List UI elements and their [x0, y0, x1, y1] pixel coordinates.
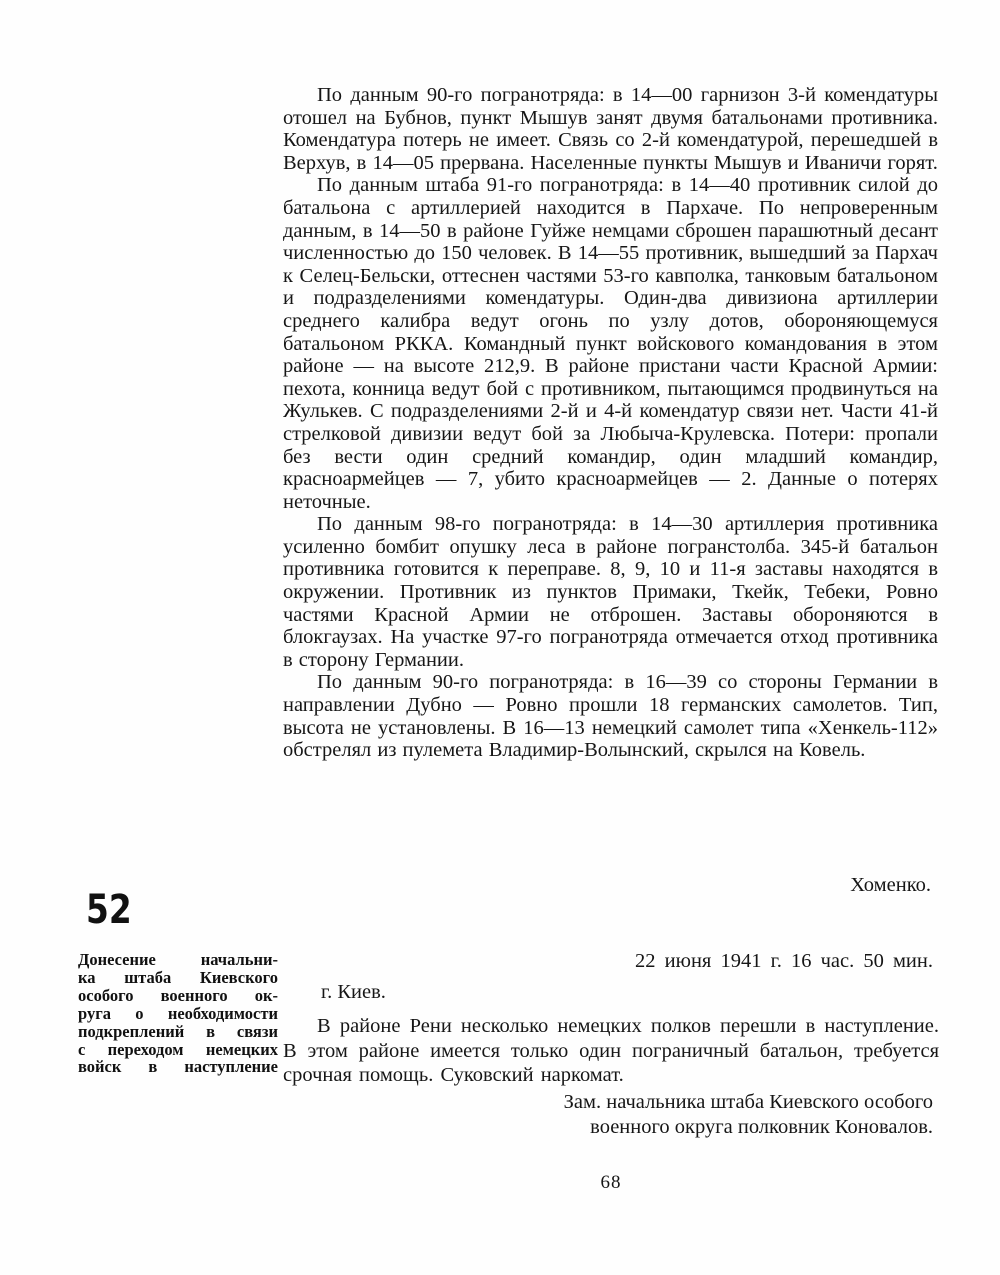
document-dateline: 22 июня 1941 г. 16 час. 50 мин.	[635, 950, 933, 972]
report-signature: Хоменко.	[850, 874, 931, 896]
sidebar-title-line: с переходом немецких	[78, 1039, 278, 1059]
document-signature-line-1: Зам. начальника штаба Киевского особого	[563, 1091, 933, 1113]
sidebar-title-line: ка штаба Киевского	[78, 967, 278, 987]
report-paragraph-1: По данным 90-го погранотряда: в 14—00 гарнизон 3-й комендатуры отошел на Бубнов, пункт Мышув занят двумя батальонами противника. Комендатура потерь не имеет. Связь со 2-й комендатурой, перешедшей в Верхув, в 14—05 прервана. Населенные пункты Мышув и Иваничи горят.	[283, 84, 938, 174]
page-number: 68	[600, 1172, 622, 1193]
sidebar-title-line: Донесение начальни-	[78, 950, 278, 969]
sidebar-title-line: войск в наступление	[78, 1057, 278, 1077]
document-signature-line-2: военного округа полковник Коновалов.	[590, 1116, 933, 1138]
report-paragraph-4: По данным 90-го погранотряда: в 16—39 со стороны Германии в направлении Дубно — Ровно прошли 18 германских самолетов. Тип, высота не установлены. В 16—13 немецкий самолет типа «Хенкель-112» обстрелял из пулемета Владимир-Волынский, скрылся на Ковель.	[283, 671, 938, 762]
sidebar-title-line: особого военного ок-	[78, 985, 278, 1005]
document-sidebar-title	[78, 951, 278, 1076]
document-signature	[283, 1090, 933, 1140]
document-body: В районе Рени несколько немецких полков перешли в наступление. В этом районе имеется только один пограничный батальон, требуется срочная помощь. Суковский наркомат.	[283, 1015, 939, 1087]
report-paragraph-3: По данным 98-го погранотряда: в 14—30 артиллерия противника усиленно бомбит опушку леса в районе погранстолба. 345-й батальон противника готовится к переправе. 8, 9, 10 и 11-я заставы находятся в окружении. Противник из пунктов Примаки, Ткейк, Тебеки, Ровно частями Красной Армии не отброшен. Заставы обороняются в блокгаузах. На участке 97-го погранотряда отмечается отход противника в сторону Германии.	[283, 513, 938, 671]
sidebar-title-line: руга о необходимости	[78, 1003, 278, 1023]
document-place: г. Киев.	[321, 981, 386, 1003]
sidebar-title-line: подкреплений в связи	[78, 1021, 278, 1041]
report-text-block	[283, 84, 938, 762]
document-number: 52	[86, 887, 132, 933]
report-paragraph-2: По данным штаба 91-го погранотряда: в 14—40 противник силой до батальона с артиллерией находится в Пархаче. По непроверенным данным, в 14—50 в районе Гуйже немцами сброшен парашютный десант численностью до 150 человек. В 14—55 противник, вышедший за Пархач к Селец-Бельски, оттеснен частями 53-го кавполка, танковым батальоном и подразделениями комендатуры. Один-два дивизиона артиллерии среднего калибра ведут огонь по узлу дотов, обороняющемуся батальоном РККА. Командный пункт войскового командования в этом районе — на высоте 212,9. В районе пристани части Красной Армии: пехота, конница ведут бой с противником, пытающимся продвинуться на Жулькев. С подразделениями 2-й и 4-й комендатур связи нет. Части 41-й стрелковой дивизии ведут бой за Любыча-Крулевска. Потери: пропали без вести один средний командир, один младший командир, красноармейцев — 7, убито красноармейцев — 2. Данные о потерях неточные.	[283, 174, 938, 513]
